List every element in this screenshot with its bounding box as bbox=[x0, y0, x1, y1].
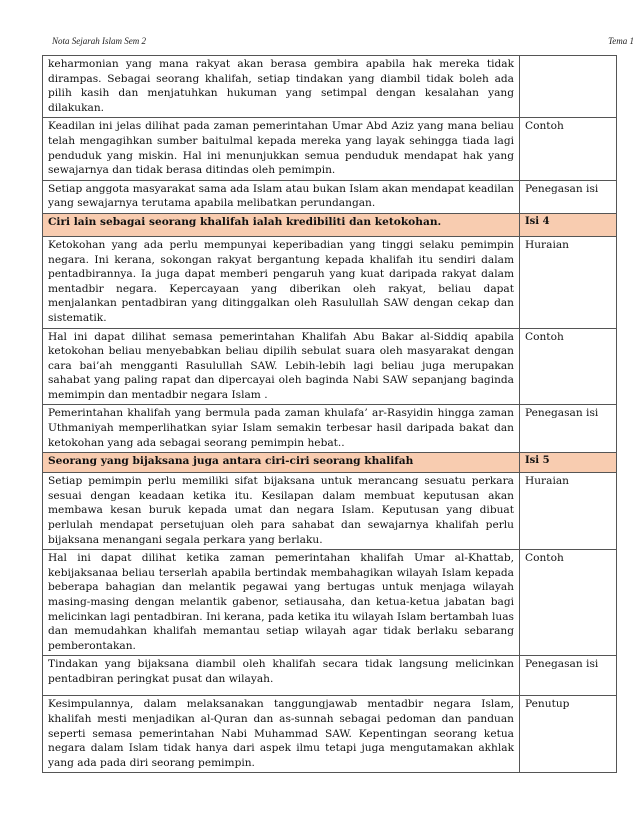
row-text: Hal ini dapat dilihat ketika zaman pemerintahan khalifah Umar al-Khattab, kebijaksanaa beliau terserlah apabila bertindak membahagikan wilayah Islam kepada beberapa bahagian dan melantik pegawai yang bertugas untuk menjaga wilayah masing-masing dengan melantik gabenor, setiausaha, dan ketua-ketua jabatan bagi melicinkan lagi pentadbiran. Ini kerana, pada ketika itu wilayah Islam bertambah luas dan memudahkan khalifah memantau setiap wilayah agar tidak berlaku sebarang pemberontakan. bbox=[43, 550, 520, 656]
row-text: Setiap anggota masyarakat sama ada Islam atau bukan Islam akan mendapat keadilan yang sewajarnya terutama apabila melibatkan perundangan. bbox=[43, 180, 520, 213]
row-text: Keadilan ini jelas dilihat pada zaman pemerintahan Umar Abd Aziz yang mana beliau telah mengagihkan sumber baitulmal kepada mereka yang layak sehingga tiada lagi penduduk yang miskin. Hal ini menunjukkan semua penduduk mendapat hak yang sewajarnya dan tidak berasa ditindas oleh pemimpin. bbox=[43, 118, 520, 180]
section-heading-row bbox=[43, 213, 617, 236]
row-label: Penegasan isi bbox=[520, 180, 617, 213]
row-label: Huraian bbox=[520, 473, 617, 550]
row-label: Penegasan isi bbox=[520, 656, 617, 696]
section-label: Isi 4 bbox=[520, 213, 617, 236]
row-text: Kesimpulannya, dalam melaksanakan tanggungjawab mentadbir negara Islam, khalifah mesti menjadikan al-Quran dan as-sunnah sebagai pedoman dan panduan seperti semasa pemerintahan Nabi Muhammad SAW. Kepentingan seorang ketua negara dalam Islam tidak hanya dari aspek ilmu tetapi juga mengutamakan akhlak yang ada pada diri seorang pemimpin. bbox=[43, 696, 520, 773]
table-row bbox=[43, 328, 617, 405]
page-header-right: Tema 1 bbox=[608, 36, 634, 46]
row-text: Setiap pemimpin perlu memiliki sifat bijaksana untuk merancang sesuatu perkara sesuai dengan keadaan ketika itu. Kesilapan dalam membuat keputusan akan membawa kesan buruk kepada umat dan negara Islam. Keputusan yang dibuat perlulah mendapat persetujuan oleh para sahabat dan sewajarnya khalifah perlu bijaksana menangani segala perkara yang berlaku. bbox=[43, 473, 520, 550]
row-text: Pemerintahan khalifah yang bermula pada zaman khulafa’ ar-Rasyidin hingga zaman Uthmaniyah memperlihatkan syiar Islam semakin terbesar hasil daripada bakat dan ketokohan yang ada sebagai seorang pemimpin hebat.. bbox=[43, 405, 520, 453]
table-row bbox=[43, 550, 617, 656]
row-label: Penegasan isi bbox=[520, 405, 617, 453]
row-text: keharmonian yang mana rakyat akan berasa gembira apabila hak mereka tidak dirampas. Sebagai seorang khalifah, setiap tindakan yang diambil tidak boleh ada pilih kasih dan menjatuhkan hukuman yang setimpal dengan kesalahan yang dilakukan. bbox=[43, 56, 520, 118]
table-row bbox=[43, 405, 617, 453]
section-label: Isi 5 bbox=[520, 453, 617, 473]
notes-table bbox=[42, 55, 617, 773]
section-heading: Seorang yang bijaksana juga antara ciri-ciri seorang khalifah bbox=[43, 453, 520, 473]
row-label bbox=[520, 56, 617, 118]
row-label: Contoh bbox=[520, 550, 617, 656]
row-text: Hal ini dapat dilihat semasa pemerintahan Khalifah Abu Bakar al-Siddiq apabila ketokohan beliau menyebabkan beliau dipilih sebulat suara oleh masyarakat dengan cara bai’ah mengganti Rasulullah SAW. Lebih-lebih lagi beliau juga merupakan sahabat yang paling rapat dan dipercayai oleh baginda Nabi SAW sepanjang baginda memimpin dan mentadbir negara Islam . bbox=[43, 328, 520, 405]
section-heading-row bbox=[43, 453, 617, 473]
row-label: Contoh bbox=[520, 118, 617, 180]
row-label: Penutup bbox=[520, 696, 617, 773]
table-row bbox=[43, 118, 617, 180]
row-label: Huraian bbox=[520, 236, 617, 328]
table-row bbox=[43, 56, 617, 118]
row-label: Contoh bbox=[520, 328, 617, 405]
table-row bbox=[43, 696, 617, 773]
table-row bbox=[43, 180, 617, 213]
section-heading: Ciri lain sebagai seorang khalifah ialah kredibiliti dan ketokohan. bbox=[43, 213, 520, 236]
row-text: Tindakan yang bijaksana diambil oleh khalifah secara tidak langsung melicinkan pentadbiran peringkat pusat dan wilayah. bbox=[43, 656, 520, 696]
page-header-left: Nota Sejarah Islam Sem 2 bbox=[52, 36, 146, 46]
table-row bbox=[43, 656, 617, 696]
row-text: Ketokohan yang ada perlu mempunyai keperibadian yang tinggi selaku pemimpin negara. Ini kerana, sokongan rakyat bergantung kepada khalifah itu sendiri dalam pentadbirannya. Ia juga dapat memberi pengaruh yang kuat daripada rakyat dalam mentadbir negara. Kepercayaan yang diberikan oleh rakyat, beliau dapat menjalankan pentadbiran yang ditinggalkan oleh Rasulullah SAW dengan cekap dan sistematik. bbox=[43, 236, 520, 328]
table-row bbox=[43, 473, 617, 550]
table-row bbox=[43, 236, 617, 328]
